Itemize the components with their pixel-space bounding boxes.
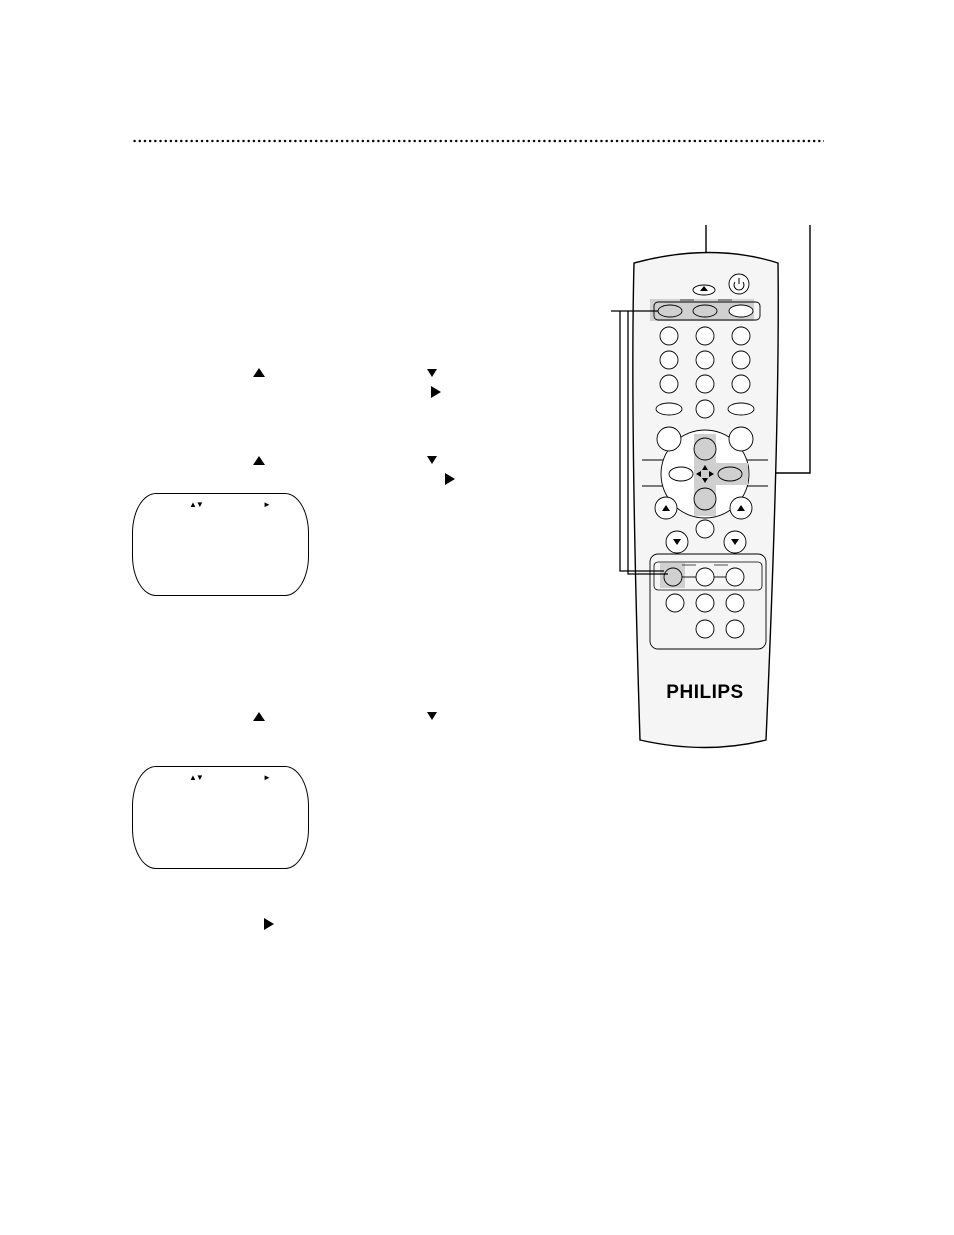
fast-forward-button[interactable] [726,594,744,612]
setup-button[interactable] [693,305,717,317]
vcr-tv-button[interactable] [729,427,753,451]
tv-screen-menu [132,493,309,596]
play-arrow-icon: ► [263,500,271,509]
updown-arrows-icon: ▲▼ [189,500,203,509]
status-button[interactable] [657,427,681,451]
play-arrow-icon [264,918,274,930]
pause-button[interactable] [696,594,714,612]
down-button[interactable] [694,488,716,510]
brand-logo: PHILIPS [666,682,744,703]
memory-button[interactable] [726,620,744,638]
up-button[interactable] [694,438,716,460]
header-dotted-rule [132,139,824,143]
play-arrow-icon: ► [263,773,271,782]
up-arrow-icon [253,712,265,721]
remote-control-illustration [600,220,830,760]
speed-button[interactable] [696,620,714,638]
play-button[interactable] [664,568,682,586]
down-arrow-icon [427,712,437,720]
play-arrow-icon [431,386,441,398]
up-arrow-icon [253,456,265,465]
menu-button[interactable] [658,305,682,317]
rewind-button[interactable] [666,594,684,612]
play-arrow-icon [445,473,455,485]
left-button[interactable] [669,467,693,481]
mute-button[interactable] [696,520,714,538]
up-arrow-icon [253,368,265,377]
down-arrow-icon [427,369,437,377]
updown-arrows-icon: ▲▼ [189,773,203,782]
down-arrow-icon [427,456,437,464]
tv-screen-menu [132,766,309,869]
right-play-button[interactable] [718,467,742,481]
record-button[interactable] [726,568,744,586]
stop-button[interactable] [696,568,714,586]
clear-button[interactable] [729,305,753,317]
